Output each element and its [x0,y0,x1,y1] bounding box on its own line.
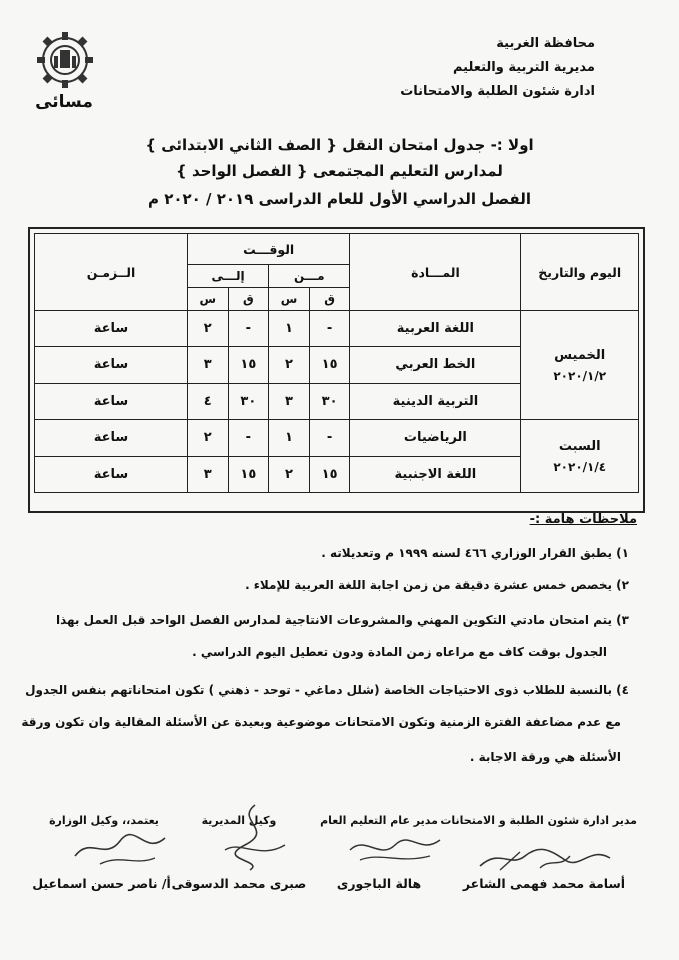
note-4-line-3: الأسئلة هي ورقة الاجابة . [469,750,621,764]
header-time: الوقـــت [187,234,349,265]
governorate-label: محافظة الغربية [496,36,595,51]
header-from-minute: ق [309,288,350,311]
from-hour-cell: ٢ [269,347,310,383]
from-minute-cell: - [309,420,350,457]
handwritten-signature-1 [470,838,620,878]
term-title: الفصل الدراسي الأول للعام الدراسى ٢٠١٩ / ٢٠٢٠ م [147,190,532,208]
signature-title-1: مدير ادارة شئون الطلبة و الامتحانات [440,814,637,827]
from-minute-cell: ١٥ [309,456,350,493]
subject-cell: اللغة الاجنبية [350,456,521,493]
duration-cell: ساعة [35,456,188,493]
exam-schedule-table [34,233,639,493]
from-minute-cell: ٣٠ [309,383,350,419]
subject-cell: التربية الدينية [350,383,521,419]
header-from-hour: س [269,288,310,311]
subject-cell: الخط العربي [350,347,521,383]
duration-cell: ساعة [35,420,188,457]
from-hour-cell: ١ [269,420,310,457]
note-1: ١) يطبق القرار الوزاري ٤٦٦ لسنه ١٩٩٩ م وتعديلاته . [321,546,629,560]
signature-title-3: وكيل المديرية [201,814,277,827]
header-subject: المـــادة [350,234,521,311]
duration-cell: ساعة [35,311,188,347]
administration-label: ادارة شئون الطلبة والامتحانات [400,84,595,99]
duration-cell: ساعة [35,383,188,419]
table-row [35,420,639,457]
to-minute-cell: - [228,311,269,347]
header-from: مـــن [269,265,350,288]
header-duration: الــزمـن [35,234,188,311]
from-hour-cell: ١ [269,311,310,347]
signature-name-1: أسامة محمد فهمى الشاعر [462,876,626,891]
to-minute-cell: - [228,420,269,457]
header-day-date: اليوم والتاريخ [521,234,639,311]
to-hour-cell: ٢ [187,311,228,347]
note-3-line-1: ٣) يتم امتحان مادتي التكوين المهني والمشروعات الانتاجية لمدارس الفصل الواحد قبل العمل بهذا [55,613,629,627]
to-minute-cell: ١٥ [228,456,269,493]
day-name: الخميس [554,347,606,363]
to-hour-cell: ٢ [187,420,228,457]
page-subtitle: لمدارس التعليم المجتمعى { الفصل الواحد } [176,162,503,180]
note-4-line-1: ٤) بالنسبة للطلاب ذوى الاحتياجات الخاصة (شلل دماغي - توحد - ذهني ) تكون امتحاناتهم بنفس الجدول [25,683,629,697]
from-minute-cell: - [309,311,350,347]
handwritten-signature-4 [60,826,180,871]
to-hour-cell: ٣ [187,456,228,493]
from-hour-cell: ٢ [269,456,310,493]
notes-title: ملاحظات هامة :- [529,512,637,527]
signature-name-2: هالة الباجورى [336,876,422,891]
handwritten-signature-3 [215,800,295,875]
from-hour-cell: ٣ [269,383,310,419]
to-hour-cell: ٤ [187,383,228,419]
note-4-line-2: مع عدم مضاعفة الفترة الزمنية وتكون الامتحانات موضوعية وبعيدة عن الأسئلة المقالية وان تكون ورقة [21,715,621,729]
table-row [35,311,639,347]
day-cell-thursday [521,311,639,420]
subject-cell: الرياضيات [350,420,521,457]
to-hour-cell: ٣ [187,347,228,383]
to-minute-cell: ١٥ [228,347,269,383]
note-2: ٢) يخصص خمس عشرة دقيقة من زمن اجابة اللغة العربية للإملاء . [245,578,629,592]
day-date: ٢٠٢٠/١/٢ [553,368,607,383]
duration-cell: ساعة [35,347,188,383]
signature-title-4: يعتمد،، وكيل الوزارة [49,814,159,827]
day-cell-saturday [521,420,639,493]
signature-title-2: مدير عام التعليم العام [320,814,438,827]
directorate-label: مديرية التربية والتعليم [452,60,595,75]
page-title: اولا :- جدول امتحان النقل { الصف الثاني الابتدائى } [145,136,534,154]
note-3-line-2: الجدول بوقت كاف مع مراعاه زمن المادة ودون تعطيل اليوم الدراسي . [192,645,607,659]
signature-name-4: أ/ ناصر حسن اسماعيل [32,876,171,891]
subject-cell: اللغة العربية [350,311,521,347]
signature-name-3: صبرى محمد الدسوقى [171,876,307,891]
handwritten-signature-2 [340,830,450,870]
logo-caption: مسائى [35,92,93,112]
to-minute-cell: ٣٠ [228,383,269,419]
header-to: إلـــى [187,265,268,288]
day-date: ٢٠٢٠/١/٤ [553,459,607,474]
from-minute-cell: ١٥ [309,347,350,383]
day-name: السبت [558,438,601,454]
header-to-hour: س [187,288,228,311]
header-to-minute: ق [228,288,269,311]
